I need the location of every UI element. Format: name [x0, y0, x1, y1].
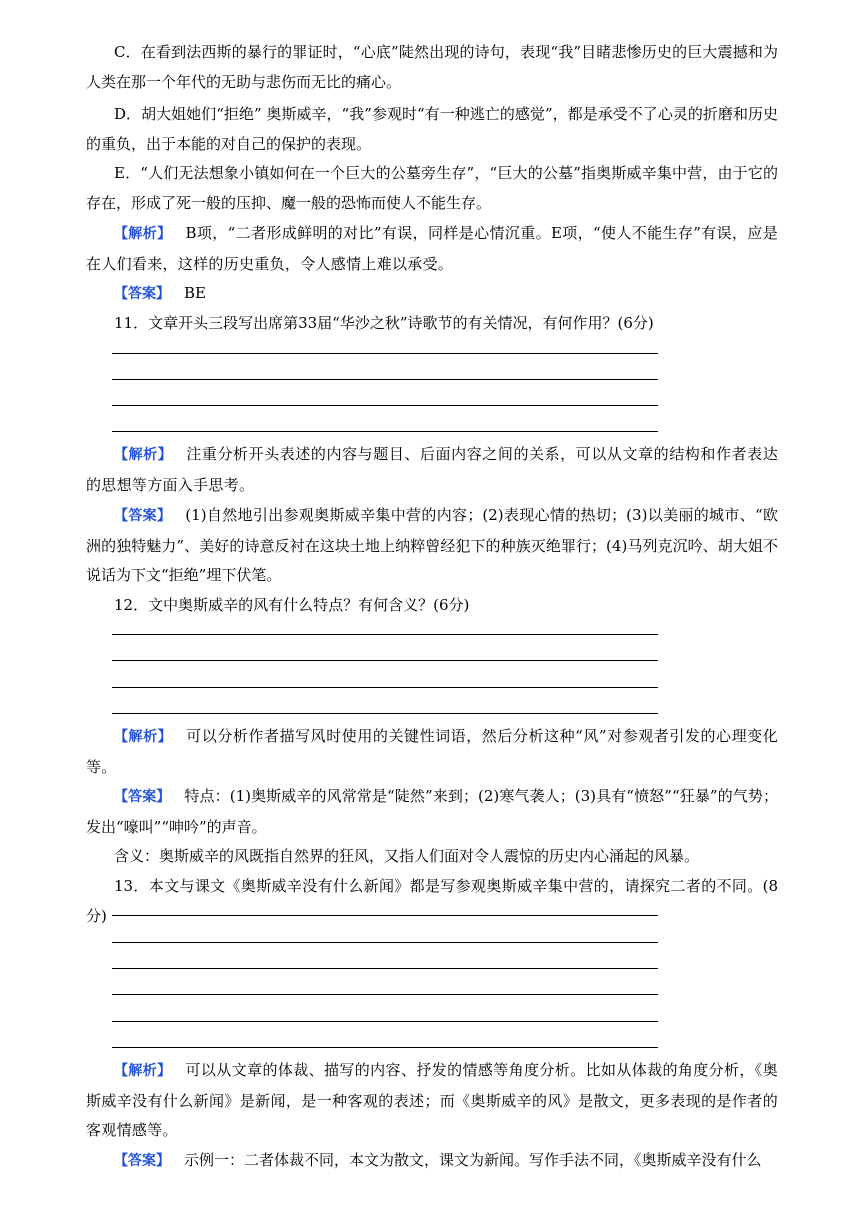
answer-line: [112, 634, 658, 635]
answer-line: [112, 353, 658, 354]
answer-label: 【答案】: [114, 286, 170, 302]
answer-11: [86, 501, 778, 591]
answer-text: (1)自然地引出参观奥斯威辛集中营的内容；(2)表现心情的热切；(3)以美丽的城市、“欧洲的独特魅力”、美好的诗意反衬在这块土地上纳粹曾经犯下的种族灭绝罪行；(4)马列克沉吟、胡大姐不说话为下文“拒绝”埋下伏笔。: [86, 506, 778, 584]
analysis-label: 【解析】: [114, 729, 173, 745]
answer-line: [112, 915, 658, 916]
answer-label: 【答案】: [114, 508, 172, 524]
analysis-text: B项，“二者形成鲜明的对比”有误，同样是心情沉重。E项，“使人不能生存”有误，应是在人们看来，这样的历史重负，令人感情上难以承受。: [86, 224, 779, 273]
answer-line: [112, 405, 658, 406]
answer-line: [112, 713, 658, 714]
meaning-12: 含义：奥斯威辛的风既指自然界的狂风，又指人们面对令人震惊的历史内心涌起的风暴。: [114, 847, 700, 865]
option-e: E．“人们无法想象小镇如何在一个巨大的公墓旁生存”，“巨大的公墓”指奥斯威辛集中营，由于它的存在，形成了死一般的压抑、魔一般的恐怖而使人不能生存。: [86, 164, 778, 212]
answer-line: [112, 1047, 658, 1048]
answer-label: 【答案】: [114, 1153, 170, 1169]
analysis-12: [86, 722, 778, 782]
analysis-label: 【解析】: [114, 226, 172, 242]
analysis-text: 可以从文章的体裁、描写的内容、抒发的情感等角度分析。比如从体裁的角度分析，《奥斯威辛没有什么新闻》是新闻，是一种客观的表述；而《奥斯威辛的风》是散文，更多表现的是作者的客观情感等。: [86, 1061, 778, 1139]
answer-label: 【答案】: [114, 789, 171, 805]
answer-text: 特点：(1)奥斯威辛的风常常是“陡然”来到；(2)寒气袭人；(3)具有“愤怒”“狂暴”的气势；发出“嚎叫”“呻吟”的声音。: [86, 787, 779, 836]
question-12: 12．文中奥斯威辛的风有什么特点？有何含义？(6分): [114, 596, 470, 614]
answer-12: [86, 782, 778, 842]
analysis-text: 可以分析作者描写风时使用的关键性词语，然后分析这种“风”对参观者引发的心理变化等。: [86, 727, 779, 776]
answer-line: [112, 660, 658, 661]
answer-line: [112, 942, 658, 943]
analysis-label: 【解析】: [114, 447, 173, 463]
answer-10: [86, 279, 778, 310]
option-d: D．胡大姐她们“拒绝” 奥斯威辛，“我”参观时“有一种逃亡的感觉”，都是承受不了心灵的折磨和历史的重负，出于本能的对自己的保护的表现。: [86, 105, 778, 153]
answer-line: [112, 687, 658, 688]
analysis-label: 【解析】: [114, 1063, 172, 1079]
question-11: 11．文章开头三段写出席第33届“华沙之秋”诗歌节的有关情况，有何作用？(6分): [114, 314, 654, 332]
analysis-13: [86, 1056, 778, 1146]
analysis-11: [86, 440, 778, 500]
answer-text: BE: [184, 284, 206, 302]
answer-line: [112, 994, 658, 995]
answer-13: [86, 1146, 778, 1177]
answer-line: [112, 431, 658, 432]
answer-line: [112, 968, 658, 969]
analysis-text: 注重分析开头表述的内容与题目、后面内容之间的关系，可以从文章的结构和作者表达的思想等方面入手思考。: [86, 445, 778, 494]
answer-line: [112, 1021, 658, 1022]
analysis-10: [86, 219, 778, 279]
answer-line: [112, 379, 658, 380]
option-c: C．在看到法西斯的暴行的罪证时，“心底”陡然出现的诗句，表现“我”目睹悲惨历史的巨大震撼和为人类在那一个年代的无助与悲伤而无比的痛心。: [86, 43, 778, 91]
answer-text: 示例一：二者体裁不同，本文为散文，课文为新闻。写作手法不同，《奥斯威辛没有什么: [184, 1151, 762, 1169]
question-13: 13．本文与课文《奥斯威辛没有什么新闻》都是写参观奥斯威辛集中营的，请探究二者的不同。(8分): [86, 877, 778, 925]
